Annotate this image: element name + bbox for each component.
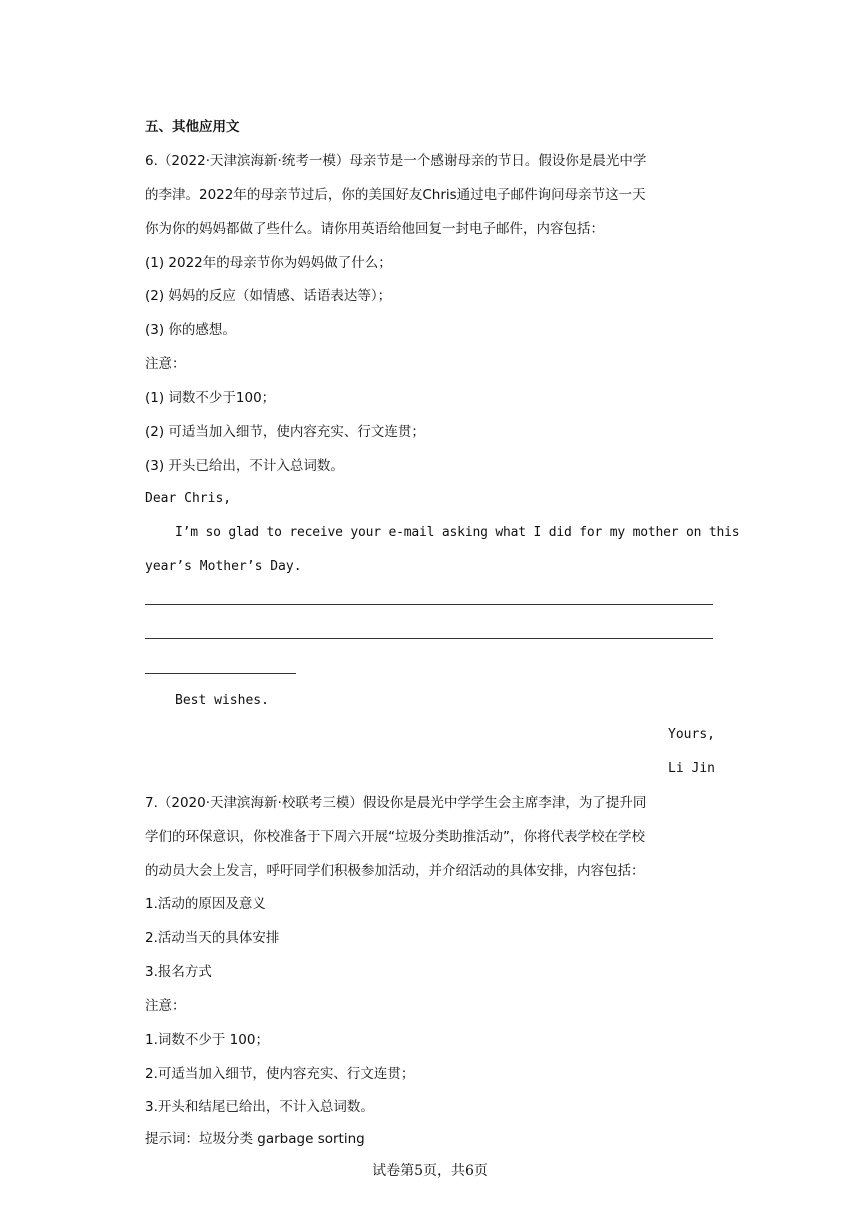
q7-content-item-1: 1.活动的原因及意义 bbox=[145, 896, 266, 912]
answer-line-2 bbox=[145, 638, 713, 639]
q7-content-item-2: 2.活动当天的具体安排 bbox=[145, 930, 280, 946]
q7-prompt-line-1: 7.（2020·天津滨海新·校联考三模）假设你是晨光中学学生会主席李津，为了提升同 bbox=[145, 795, 647, 811]
q6-prompt-line-1: 6.（2022·天津滨海新·统考一模）母亲节是一个感谢母亲的节日。假设你是晨光中学 bbox=[145, 153, 647, 169]
q6-signature: Li Jin bbox=[668, 761, 715, 776]
q6-closing: Best wishes. bbox=[175, 693, 269, 708]
q7-prompt-line-3: 的动员大会上发言，呼吁同学们积极参加活动，并介绍活动的具体安排，内容包括： bbox=[145, 863, 645, 879]
q6-note-1: (1) 词数不少于100； bbox=[145, 390, 276, 406]
answer-line-3 bbox=[145, 673, 296, 674]
section-heading: 五、其他应用文 bbox=[145, 119, 240, 135]
q7-hint: 提示词：垃圾分类 garbage sorting bbox=[145, 1131, 365, 1147]
q6-content-item-1: (1) 2022年的母亲节你为妈妈做了什么； bbox=[145, 255, 392, 271]
page-footer: 试卷第5页，共6页 bbox=[372, 1163, 488, 1179]
q6-prompt-line-2: 的李津。2022年的母亲节过后，你的美国好友Chris通过电子邮件询问母亲节这一天 bbox=[145, 187, 646, 203]
q6-salutation: Dear Chris, bbox=[145, 491, 232, 506]
q7-prompt-line-2: 学们的环保意识，你校准备于下周六开展“垃圾分类助推活动”，你将代表学校在学校 bbox=[145, 829, 645, 845]
q6-sign-off: Yours, bbox=[668, 727, 715, 742]
q7-note-1: 1.词数不少于 100； bbox=[145, 1032, 269, 1048]
q7-content-item-3: 3.报名方式 bbox=[145, 964, 212, 980]
q7-note-2: 2.可适当加入细节，使内容充实、行文连贯； bbox=[145, 1066, 415, 1082]
q6-prompt-line-3: 你为你的妈妈都做了些什么。请你用英语给他回复一封电子邮件，内容包括： bbox=[145, 221, 604, 237]
q6-content-item-2: (2) 妈妈的反应（如情感、话语表达等）； bbox=[145, 288, 392, 304]
q7-note-3: 3.开头和结尾已给出，不计入总词数。 bbox=[145, 1099, 374, 1115]
q6-content-item-3: (3) 你的感想。 bbox=[145, 322, 236, 338]
q6-opening-line-2: year’s Mother’s Day. bbox=[145, 559, 302, 574]
answer-line-1 bbox=[145, 604, 713, 605]
q6-opening-line-1: I’m so glad to receive your e-mail asking what I did for my mother on this bbox=[175, 525, 740, 540]
q6-note-label: 注意： bbox=[145, 356, 186, 372]
q7-note-label: 注意： bbox=[145, 998, 186, 1014]
q6-note-3: (3) 开头已给出，不计入总词数。 bbox=[145, 458, 344, 474]
q6-note-2: (2) 可适当加入细节，使内容充实、行文连贯； bbox=[145, 424, 425, 440]
